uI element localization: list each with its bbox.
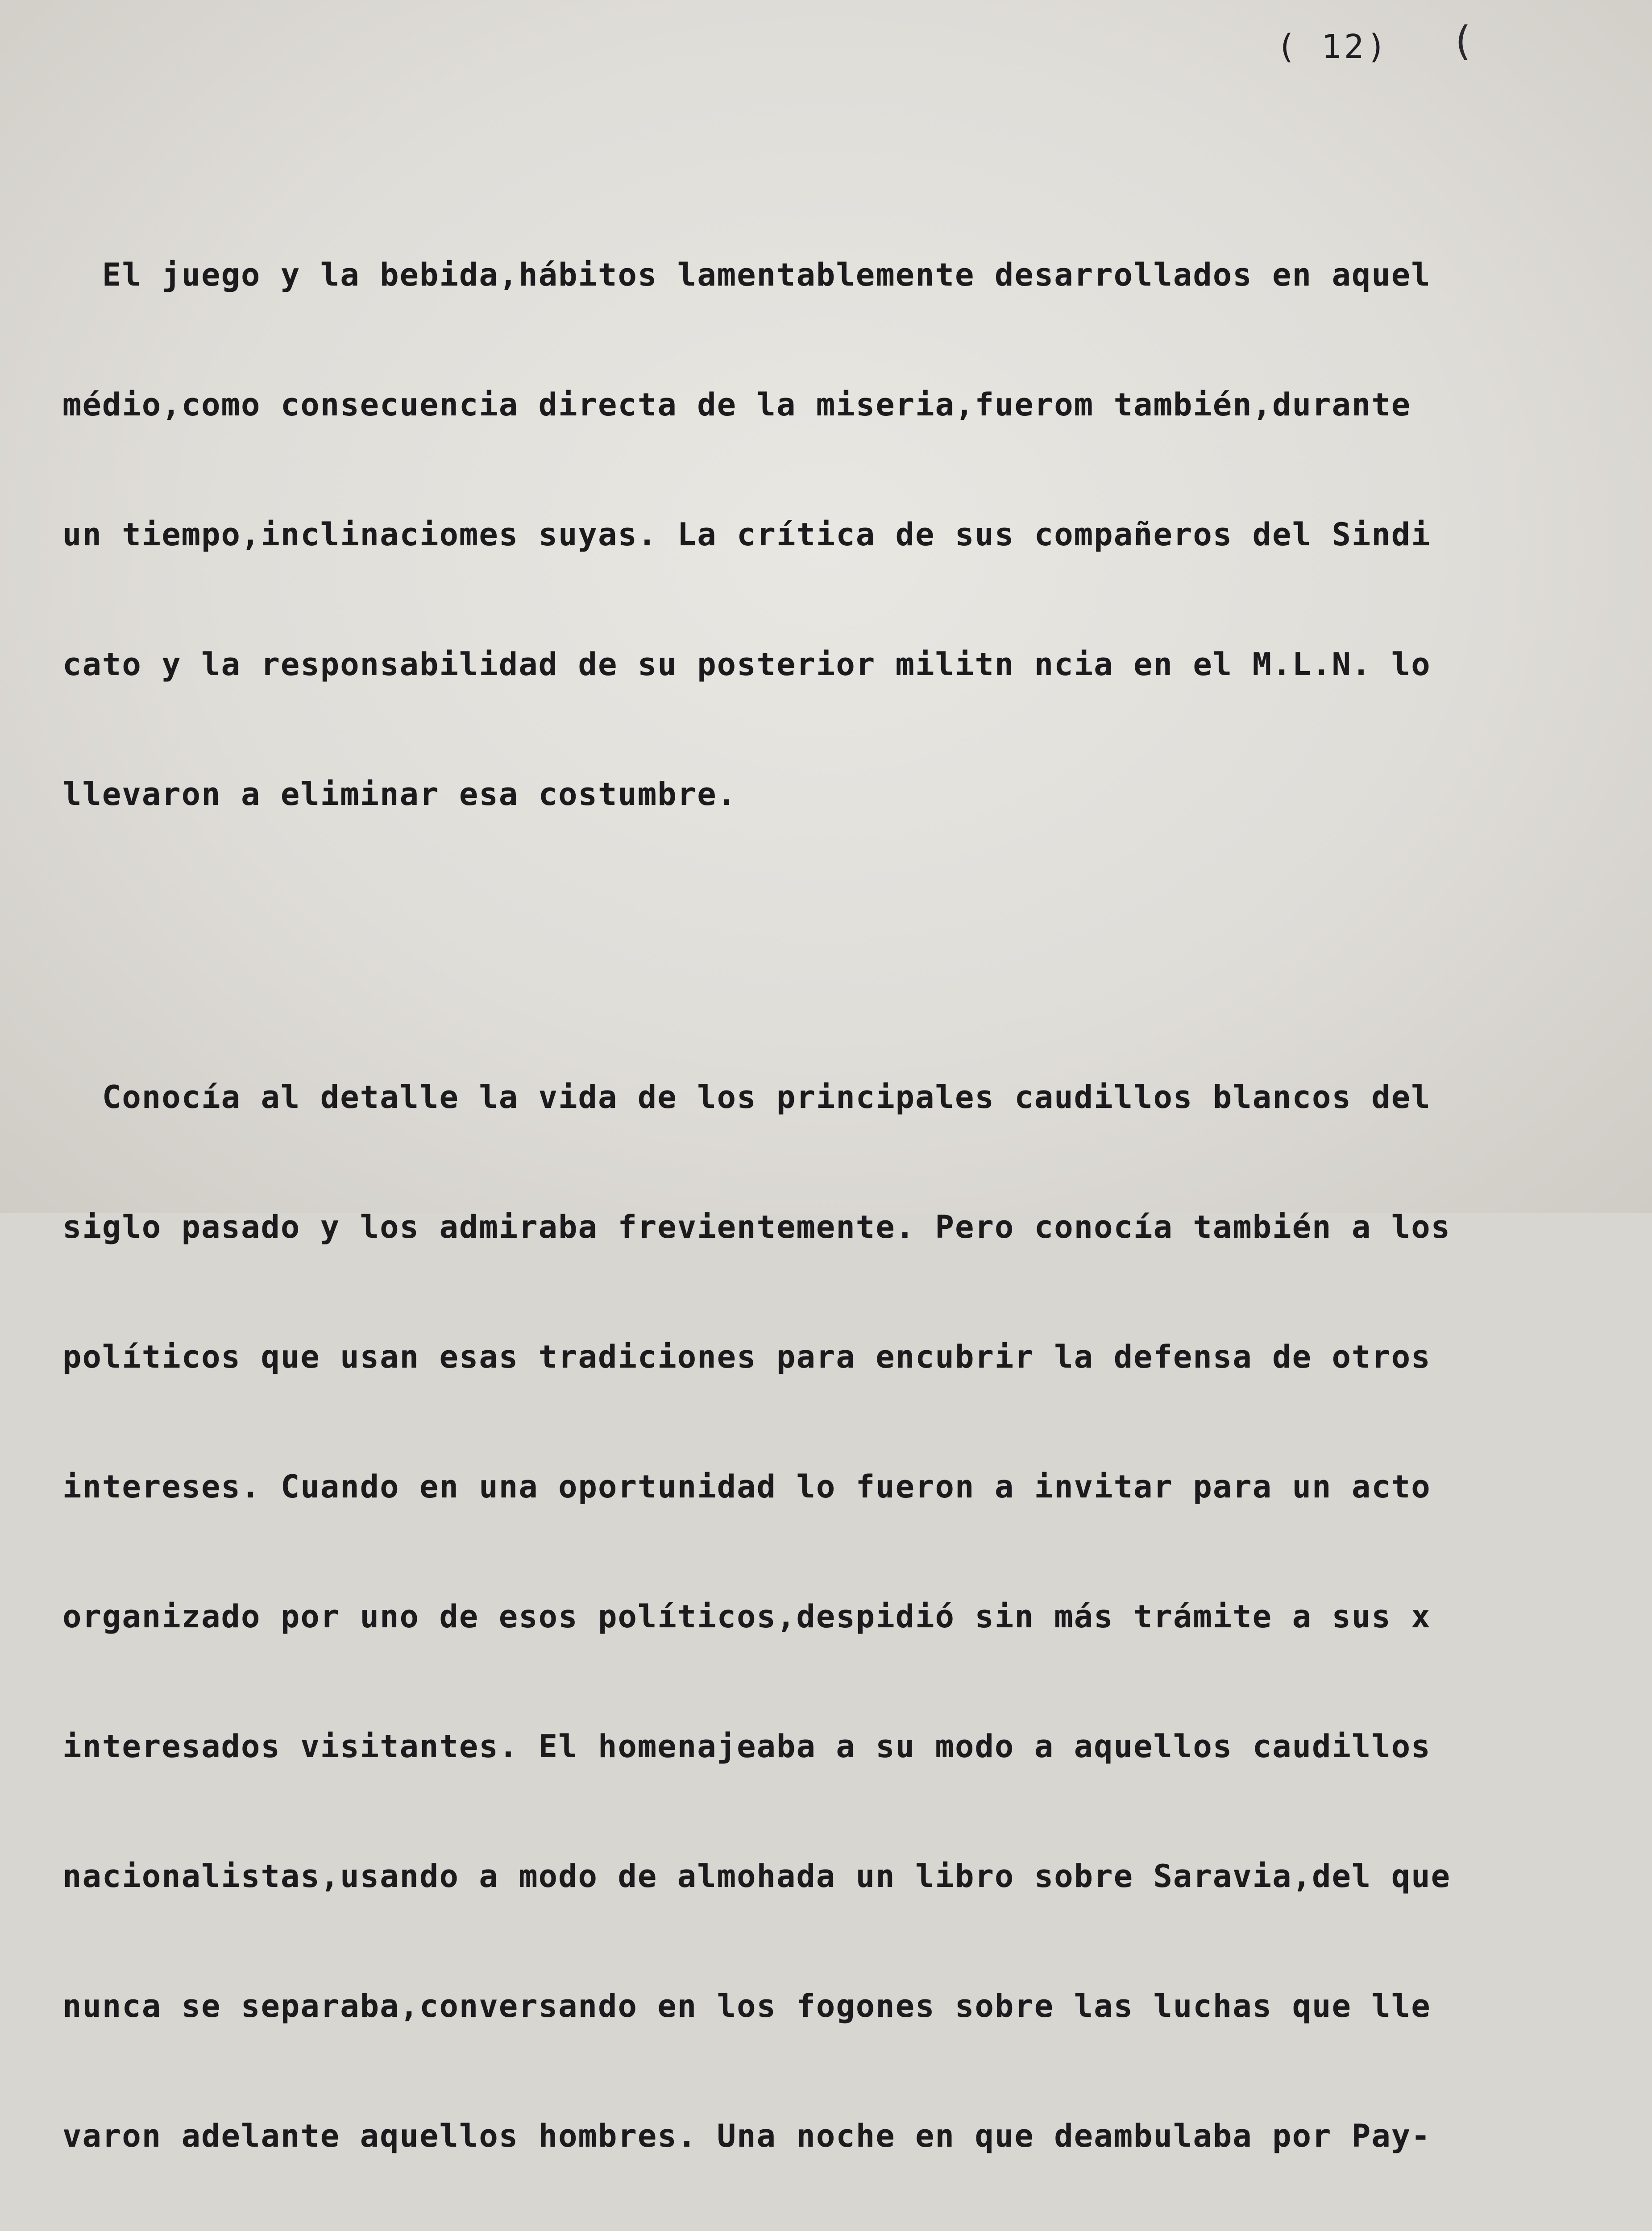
text-line: Conocía al detalle la vida de los principales caudillos blancos del <box>62 1079 1431 1116</box>
paragraph-2 <box>62 989 1598 2231</box>
text-line: intereses. Cuando en una oportunidad lo fueron a invitar para un acto <box>62 1468 1431 1505</box>
text-line: médio,como consecuencia directa de la miseria,fuerom también,durante <box>62 386 1411 423</box>
text-line: varon adelante aquellos hombres. Una noche en que deambulaba por Pay- <box>62 2118 1431 2154</box>
corner-mark: ( <box>1450 18 1475 65</box>
text-line: siglo pasado y los admiraba frevientemente. Pero conocía también a los <box>62 1209 1451 1245</box>
text-line: nacionalistas,usando a modo de almohada un libro sobre Saravia,del que <box>62 1858 1451 1895</box>
text-line: organizado por uno de esos políticos,despidió sin más trámite a sus x <box>62 1598 1431 1635</box>
text-line: interesados visitantes. El homenajeaba a su modo a aquellos caudillos <box>62 1728 1431 1765</box>
text-line: un tiempo,inclinaciomes suyas. La crítica de sus compañeros del Sindi <box>62 516 1431 553</box>
body-text <box>62 80 1598 2231</box>
text-line: cato y la responsabilidad de su posterior militn ncia en el M.L.N. lo <box>62 646 1431 683</box>
text-line: llevaron a eliminar esa costumbre. <box>62 776 737 813</box>
paragraph-1 <box>62 167 1598 903</box>
text-line: El juego y la bebida,hábitos lamentablemente desarrollados en aquel <box>62 257 1431 293</box>
text-line: políticos que usan esas tradiciones para encubrir la defensa de otros <box>62 1339 1431 1375</box>
page-number: ( 12) <box>1276 28 1389 66</box>
text-line: nunca se separaba,conversando en los fogones sobre las luchas que lle <box>62 1988 1431 2024</box>
